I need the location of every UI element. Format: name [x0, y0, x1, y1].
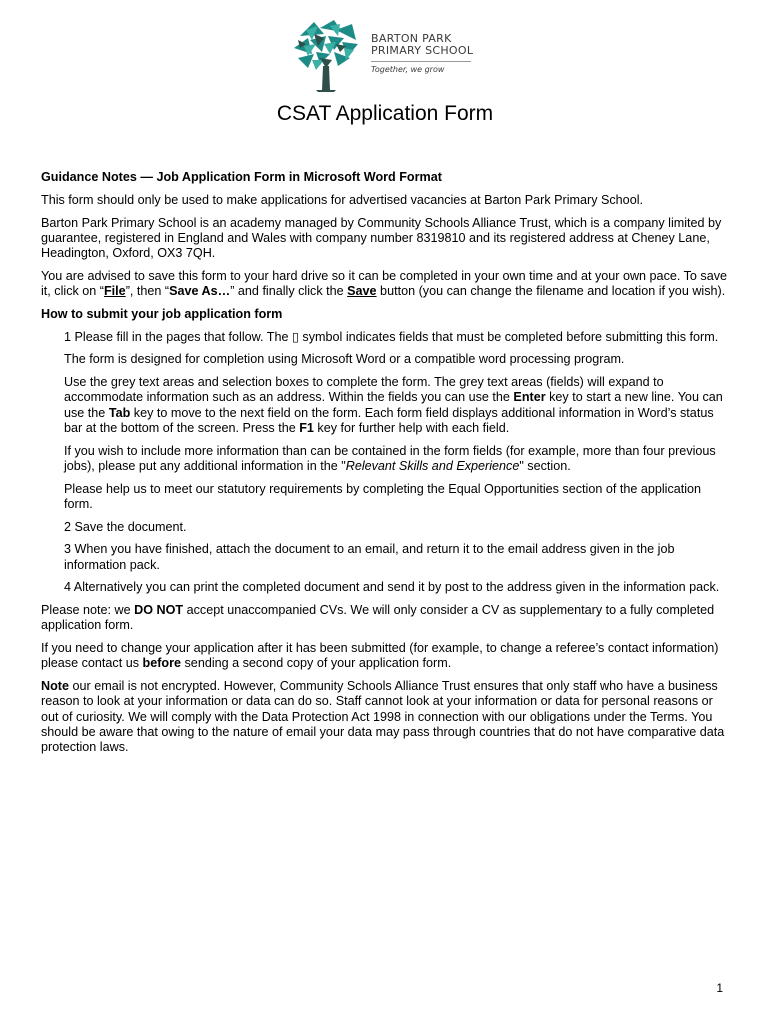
logo-name-line2: PRIMARY SCHOOL: [371, 44, 474, 57]
submit-step-1-fields: Use the grey text areas and selection boxes to complete the form. The grey text areas (fields) will expand to accommodate information such as an address. Within the fields you can use the Enter key to start a new line. You can use the Tab key to move to the next field on the form. Each form field displays additional information in Word’s status bar at the bottom of the screen. Press the F1 key for further help with each field.: [64, 375, 723, 435]
guidance-heading: Guidance Notes — Job Application Form in Microsoft Word Format: [41, 170, 442, 184]
submit-step-1-equal-opportunities: Please help us to meet our statutory requirements by completing the Equal Opportunities section of the application form.: [64, 481, 702, 511]
page-title: CSAT Application Form: [276, 102, 494, 125]
guidance-paragraph-2: Barton Park Primary School is an academy managed by Community Schools Alliance Trust, which is a company limited by guarantee, registered in England and Wales with company number 8319810 and its registered address at Cheney Lane, Headington, Oxford, OX3 7QH.: [41, 215, 722, 260]
submit-step-2: 2 Save the document.: [64, 519, 187, 534]
submit-step-1: 1 Please fill in the pages that follow. The ▯ symbol indicates fields that must be completed before submitting this form.: [64, 329, 719, 344]
submit-step-4: 4 Alternatively you can print the completed document and send it by post to the address given in the information pack.: [64, 580, 720, 595]
document-body: [41, 170, 731, 763]
logo-tagline: Together, we grow: [371, 65, 445, 74]
tree-icon: [290, 18, 362, 94]
guidance-paragraph-1: This form should only be used to make applications for advertised vacancies at Barton Park Primary School.: [41, 192, 643, 207]
logo-name-line1: BARTON PARK: [371, 32, 452, 45]
submit-step-3: 3 When you have finished, attach the document to an email, and return it to the email address given in the job information pack.: [64, 542, 675, 572]
logo-divider: [371, 61, 471, 62]
note-change-application: If you need to change your application after it has been submitted (for example, to change a referee’s contact information) please contact us before sending a second copy of your application form.: [41, 641, 719, 671]
guidance-paragraph-3: You are advised to save this form to your hard drive so it can be completed in your own time and at your own pace. To save it, click on “File”, then “Save As…” and finally click the Save button (you can change the filename and location if you wish).: [41, 268, 728, 298]
note-email-encryption: Note our email is not encrypted. However, Community Schools Alliance Trust ensures that only staff who have a business reason to look at your information or data can do so. Staff cannot look at your information or data for personal reasons or out of curiosity. We will comply with the Data Protection Act 1998 in connection with our obligations under the Terms. You should be aware that owing to the nature of email your data may pass through countries that do not have comparative data protection laws.: [41, 679, 725, 754]
submit-step-1-program: The form is designed for completion using Microsoft Word or a compatible word processing program.: [64, 352, 625, 367]
school-logo: [290, 18, 476, 94]
page-number: 1: [716, 981, 723, 995]
note-cvs: Please note: we DO NOT accept unaccompanied CVs. We will only consider a CV as supplementary to a fully completed application form.: [41, 603, 715, 633]
submit-heading: How to submit your job application form: [41, 306, 283, 321]
submit-step-1-more-info: If you wish to include more information than can be contained in the form fields (for example, more than four previous jobs), please put any additional information in the "Relevant Skills and Experience" section.: [64, 443, 716, 473]
